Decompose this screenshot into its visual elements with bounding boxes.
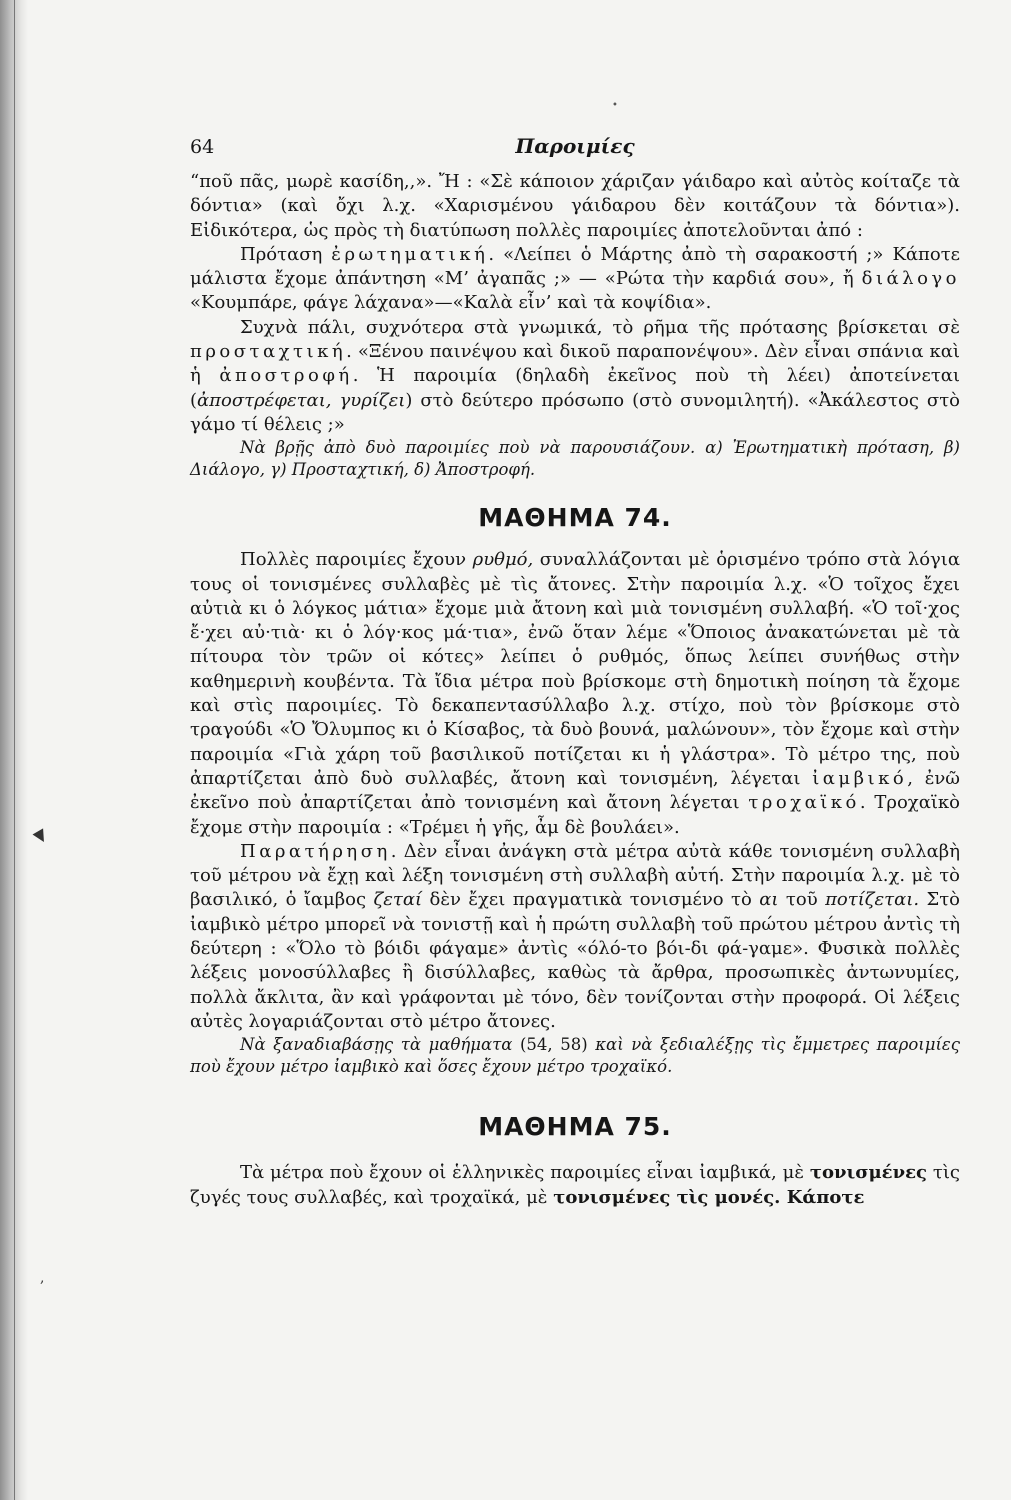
bold-term: τονισμένες (809, 1162, 927, 1184)
margin-pencil-mark: ▼ (30, 824, 51, 847)
spaced-term: Παρατήρηση (240, 840, 391, 862)
page-header (190, 130, 960, 170)
spaced-term: προσταχτική (190, 341, 347, 363)
text-run: . Δὲν εἶναι ἀνάγκη στὰ μέτρα αὐτὰ κάθε τονισμένη συλλαβὴ τοῦ μέτρου νὰ ἔχῃ καὶ λέξη τονισμένη στὴ συλλαβὴ αὐτή. Στὴν παροιμία λ.χ. μὲ τὸ βασιλικό, ὁ ἴαμβος (190, 840, 960, 911)
spaced-term: ἰαμβικό (812, 767, 908, 789)
margin-dot-mark: , (40, 1270, 45, 1286)
text-run: Στὸ ἰαμβικὸ μέτρο μπορεῖ νὰ τονιστῇ καὶ ἡ πρώτη συλλαβὴ τοῦ πρώτου μέτρου ἀντὶς τὴ δεύτερη : «Ὅλο τὸ βόιδι φάγαμε» ἀντὶς «όλό-το βόι-δι φά-γαμε». Φυσικὰ πολλὲς λέξεις μονοσύλλαβες ἢ δισύλλαβες, καθὼς τὰ ἄρθρα, προσωπικὲς ἀντωνυμίες, πολλὰ ἄκλιτα, ἂν καὶ γράφονται μὲ τόνο, δὲν τονίζονται στὴν προφορά. Οἱ λέξεις αὐτὲς λογαριάζονται στὸ μέτρο ἄτονες. (190, 889, 960, 1032)
text-run: . Τροχαϊκὸ ἔχομε στὴν παροιμία : «Τρέμει ἡ γῆς, ἆμ δὲ βουλάει». (190, 792, 960, 838)
text-run: , ἐνῶ ἐκεῖνο ποὺ ἀπαρτίζεται ἀπὸ τονισμένη καὶ ἄτονη λέγεται (190, 767, 960, 814)
page-content (190, 130, 960, 1210)
page-number: 64 (190, 136, 215, 158)
bold-term: τονισμένες τὶς μονές. Κάποτε (553, 1186, 865, 1208)
exercise-paragraph (190, 437, 960, 481)
text-run: συναλλάζονται μὲ ὁρισμένο τρόπο στὰ λόγια τους οἱ τονισμένες συλλαβὲς μὲ τὶς ἄτονες. Στὴν παροιμία λ.χ. «Ὁ τοῖχος ἔχει αὐτιὰ κι ὁ λόγκος μάτια» ἔχομε μιὰ ἄτονη καὶ μιὰ τονισμένη συλλαβή. «Ὁ τοῖ·χος ἔ·χει αὐ·τιὰ· κι ὁ λόγ·κος μά·τια», ἐνῶ ὅταν λέμε «Ὅποιος ἀνακατώνεται μὲ τὰ πίτουρα τὸν τρῶν οἱ κότες» λείπει ὁ ρυθμός, ὅπως λείπει συνήθως στὴν καθημερινὴ κουβέντα. Τὰ ἴδια μέτρα ποὺ βρίσκομε στὴ δημοτικὴ ποίηση τὰ ἔχομε καὶ στὶς παροιμίες. Τὸ δεκαπεντασύλλαβο λ.χ. στίχο, ποὺ τὸν βρίσκομε στὸ τραγούδι «Ὁ Ὄλυμπος κι ὁ Κίσαβος, τὰ δυὸ βουνά, μαλώνουν», τὸν ἔχομε καὶ στὴν παροιμία «Γιὰ χάρη τοῦ βασιλικοῦ ποτίζεται κι ἡ γλάστρα». Τὸ μέτρο της, ποὺ ἀπαρτίζεται ἀπὸ δυὸ συλλαβές, ἄτονη καὶ τονισμένη, λέγεται (190, 549, 961, 789)
paragraph-meters (190, 1161, 960, 1210)
italic-term: ζεταί (373, 889, 423, 911)
text-run: δὲν ἔχει πραγματικὰ τονισμένο τὸ (422, 889, 760, 911)
paragraph-question-form (190, 243, 960, 316)
text-run: «Κουμπάρε, φάγε λάχανα»—«Καλὰ εἶν’ καὶ τὰ κοψίδια». (190, 292, 712, 314)
text-run: Νὰ βρῇς ἀπὸ δυὸ παροιμίες ποὺ νὰ παρουσιάζουν. α) Ἐρωτηματικὴ πρόταση, β) Διάλογο, γ) Προσταχτική, δ) Ἀποστροφή. (190, 438, 960, 480)
text-run: . «Λείπει ὁ Μάρτης ἀπὸ τὴ σαρακοστή ;» Κάποτε μάλιστα ἔχομε ἀπάντηση «Μ’ ἀγαπᾶς ;» — «Ρώτα τὴν καρδιά σου», ἤ (190, 243, 960, 290)
paragraph-continuation (190, 170, 960, 243)
lesson-reference: (54, 58) (519, 1035, 588, 1055)
text-run: καὶ νὰ ξεδιαλέξῃς τὶς ἔμμετρες παροιμίες ποὺ ἔχουν μέτρο ἰαμβικὸ καὶ ὅσες ἔχουν μέτρο τροχαϊκό. (190, 1035, 961, 1077)
italic-term: ρυθμό, (472, 549, 534, 571)
text-run: Πρόταση (240, 243, 332, 265)
lesson-74-title: ΜΑΘΗΜΑ 74. (478, 503, 672, 533)
text-run: . «Ξένου παινέψου καὶ δικοῦ παραπονέψου». Δὲν εἶναι σπάνια καὶ ἡ (190, 341, 960, 387)
text-run: Τὰ μέτρα ποὺ ἔχουν οἱ ἑλληνικὲς παροιμίες εἶναι ἰαμβικά, μὲ (240, 1162, 810, 1184)
text-run: τοῦ (778, 889, 826, 911)
exercise-paragraph (190, 1034, 960, 1078)
text-run: Συχνὰ πάλι, συχνότερα στὰ γνωμικά, τὸ ρῆμα τῆς πρότασης βρίσκεται σὲ (240, 316, 960, 338)
text-run: Νὰ ξαναδιαβάσῃς τὰ μαθήματα (240, 1035, 520, 1055)
spaced-term: τροχαϊκό (748, 792, 860, 814)
spaced-term: διάλογο (861, 268, 960, 290)
paragraph-rhythm (190, 548, 960, 840)
lesson-75-title: ΜΑΘΗΜΑ 75. (478, 1112, 672, 1142)
italic-term: αι (759, 889, 779, 911)
italic-term: ἀποστρέφεται, γυρίζει (197, 389, 406, 411)
text-run: Πολλὲς παροιμίες ἔχουν (240, 549, 473, 571)
spaced-term: ἀποστροφή (219, 365, 353, 387)
text-run: “ποῦ πᾶς, μωρὲ κασίδη,,». Ἤ : «Σὲ κάποιον χάριζαν γάιδαρο καὶ αὐτὸς κοίταζε τὰ δόντια» (καὶ ὄχι λ.χ. «Χαρισμένου γάιδαρου δὲν κοιτάζουν τὰ δόντια»). Εἰδικότερα, ὡς πρὸς τὴ διατύπωση πολλὲς παροιμίες ἀποτελοῦνται ἀπό : (190, 171, 960, 241)
page-speck: • (612, 100, 618, 111)
page-binding-line (14, 0, 15, 1500)
paragraph-remark (190, 840, 960, 1034)
italic-term: ποτίζεται. (825, 889, 920, 911)
spaced-term: ἐρωτηματική (331, 243, 489, 265)
paragraph-imperative-form (190, 316, 960, 437)
text-run: ) στὸ δεύτερο πρόσωπο (στὸ συνομιλητή). «Ἀκάλεστος στὸ γάμο τί θέλεις ;» (190, 389, 960, 435)
running-title: Παροιμίες (515, 134, 635, 158)
text-run: τὶς ζυγές τους συλλαβές, καὶ τροχαϊκά, μὲ (190, 1162, 960, 1208)
text-run: . Ἡ παροιμία (δηλαδὴ ἐκεῖνος ποὺ τὴ λέει) ἀποτείνεται ( (190, 365, 960, 411)
